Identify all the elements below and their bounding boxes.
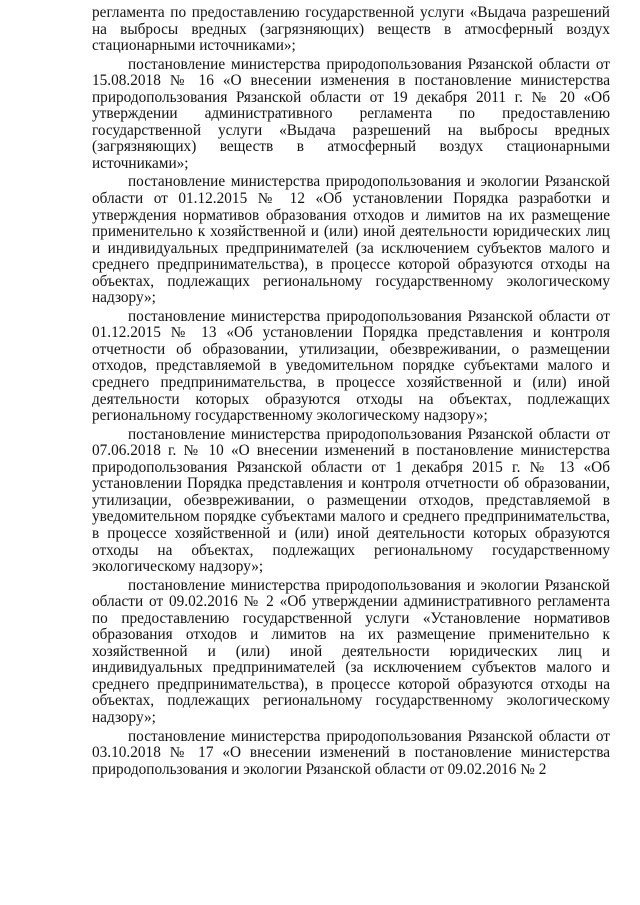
paragraph-resolution-2016-2: постановление министерства природопользования и экологии Рязанской области от 09.02.2016 № 2 «Об утверждении административного регламента по предоставлению государственной услуги «Установление нормативов образования отходов и лимитов на их размещение применительно к хозяйственной и (или) иной деятельности юридических лиц и индивидуальных предпринимателей (за исключением субъектов малого и среднего предпринимательства), в процессе которой образуются отходы на объектах, подлежащих региональному государственному экологическому надзору»;	[92, 576, 610, 726]
paragraph-resolution-2015-12: постановление министерства природопользования и экологии Рязанской области от 01.12.2015 № 12 «Об установлении Порядка разработки и утверждения нормативов образования отходов и лимитов на их размещение применительно к хозяйственной и (или) иной деятельности юридических лиц и индивидуальных предпринимателей (за исключением субъектов малого и среднего предпринимательства), в процессе которой образуются отходы на объектах, подлежащих региональному государственному экологическому надзору»;	[92, 173, 610, 307]
paragraph-resolution-2018-16: постановление министерства природопользования Рязанской области от 15.08.2018 № 16 «О внесении изменения в постановление министерства природопользования Рязанской области от 19 декабря 2011 г. № 20 «Об утверждении административного регламента по предоставлению государственной услуги «Выдача разрешений на выбросы вредных (загрязняющих) веществ в атмосферный воздух стационарными источниками»;	[92, 55, 610, 172]
paragraph-resolution-2018-10: постановление министерства природопользования Рязанской области от 07.06.2018 г. № 10 «О внесении изменений в постановление министерства природопользования Рязанской области от 1 декабря 2015 г. № 13 «Об установлении Порядка представления и контроля отчетности об образовании, утилизации, обезвреживании, о размещении отходов, представляемой в уведомительном порядке субъектами малого и среднего предпринимательства, в процессе хозяйственной и (или) иной деятельности которых образуются отходы на объектах, подлежащих региональному государственному экологическому надзору»;	[92, 425, 610, 576]
paragraph-continuation: регламента по предоставлению государственной услуги «Выдача разрешений на выбросы вредных (загрязняющих) веществ в атмосферный воздух стационарными источниками»;	[92, 4, 610, 55]
paragraph-resolution-2015-13: постановление министерства природопользования Рязанской области от 01.12.2015 № 13 «Об установлении Порядка представления и контроля отчетности об образовании, утилизации, обезвреживании, о размещении отходов, представляемой в уведомительном порядке субъектами малого и среднего предпринимательства, в процессе хозяйственной и (или) иной деятельности которых образуются отходы на объектах, подлежащих региональному государственному экологическому надзору»;	[92, 307, 610, 425]
paragraph-resolution-2018-17: постановление министерства природопользования Рязанской области от 03.10.2018 № 17 «О внесении изменений в постановление министерства природопользования и экологии Рязанской области от 09.02.2016 № 2	[92, 727, 610, 778]
